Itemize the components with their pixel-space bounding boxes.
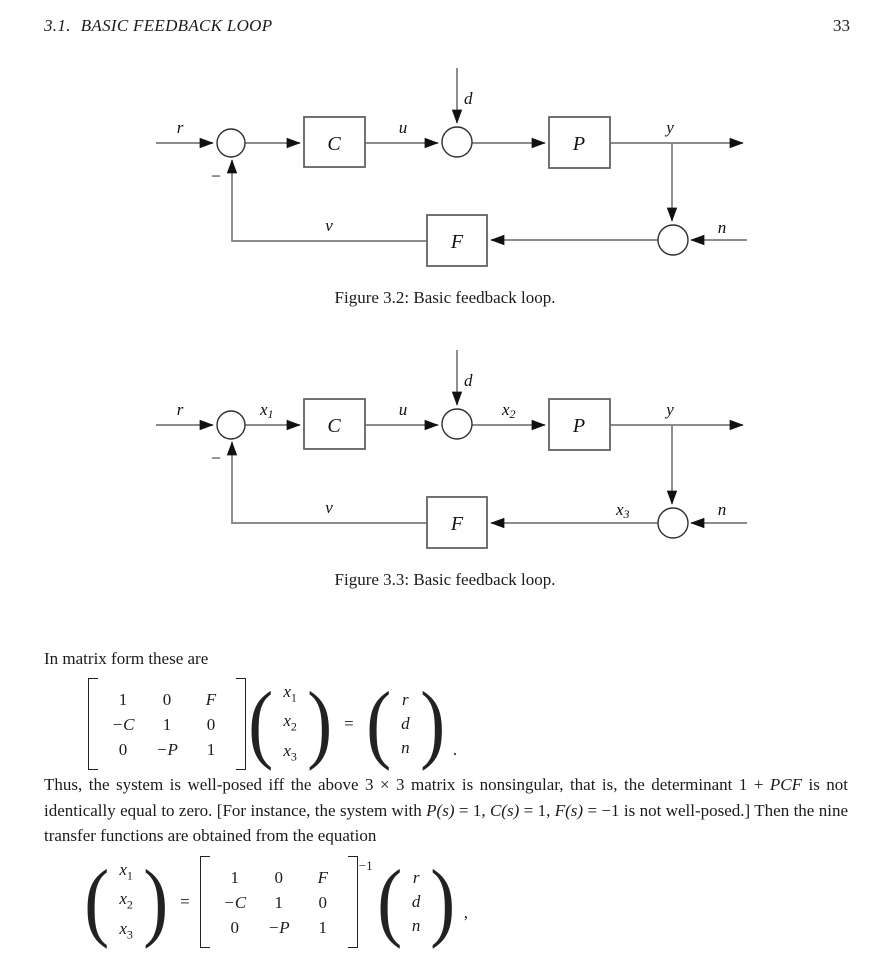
equation-punctuation: . (452, 740, 458, 760)
left-square-bracket (88, 678, 98, 770)
section-heading (44, 16, 272, 36)
right-paren: ) (430, 853, 456, 951)
signal-label-x3: x3 (616, 500, 630, 521)
vector-entry: $x_1$ (119, 860, 133, 883)
signal-label-r: r (176, 118, 184, 137)
signal-label-v: v (325, 216, 333, 235)
equation-punctuation: , (463, 903, 468, 923)
summing-junction-3 (658, 508, 688, 538)
matrix-cell: 0 (230, 917, 240, 937)
matrix-equation-1 (88, 675, 458, 773)
left-paren: ( (84, 853, 110, 951)
input-vector (393, 686, 418, 762)
signal-label-y: y (666, 400, 674, 419)
right-paren: ) (143, 853, 168, 951)
vector-entry: d (401, 714, 410, 734)
vector-entry: $x_3$ (283, 740, 297, 764)
matrix-cell: 1 (230, 867, 240, 887)
running-header (44, 16, 850, 36)
matrix-cell: 1 (274, 892, 284, 912)
minus-sign: − (210, 448, 222, 468)
state-vector (111, 856, 141, 948)
signal-label-u: u (398, 118, 408, 137)
block-label-P: P (572, 415, 586, 437)
figure-3-2-caption: Figure 3.2: Basic feedback loop. (334, 288, 556, 307)
vector-entry: n (411, 916, 421, 936)
paragraph-segment: Thus, the system is well-posed iff the above 3 × 3 matrix is nonsingular, that is, the determinant 1 + (44, 775, 770, 794)
block-label-C: C (327, 415, 341, 437)
page-number: 33 (833, 16, 850, 35)
matrix-cell: −P (156, 739, 178, 759)
figure-3-2-diagram (0, 60, 890, 285)
signal-label-d: d (464, 371, 473, 390)
minus-sign: − (210, 166, 222, 186)
vector-entry: r (402, 690, 409, 710)
vector-entry: $x_3$ (119, 918, 133, 942)
summing-junction-1 (217, 129, 245, 157)
vector-entry: $x_2$ (119, 889, 133, 912)
matrix-cell: 0 (318, 892, 328, 912)
block-label-F: F (450, 513, 464, 535)
block-label-C: C (327, 133, 341, 155)
matrix-equation-2 (82, 853, 468, 951)
paragraph-segment: F(s) (554, 800, 584, 820)
paragraph-segment: = 1, (519, 800, 555, 820)
signal-label-n: n (717, 218, 727, 237)
matrix-cell: −P (267, 917, 290, 937)
vector-entry: d (411, 892, 421, 912)
right-square-bracket (348, 856, 358, 948)
signal-label-u: u (398, 400, 408, 419)
system-matrix (98, 684, 236, 765)
matrix-cell: −C (111, 714, 135, 734)
left-square-bracket (200, 856, 210, 948)
input-vector (404, 864, 429, 940)
signal-label-r: r (176, 400, 184, 419)
state-vector (275, 678, 305, 770)
block-label-P: P (572, 133, 586, 155)
signal-label-x1: x1 (260, 400, 274, 421)
left-paren: ( (376, 853, 402, 951)
signal-label-n: n (717, 500, 727, 519)
summing-junction-3 (658, 225, 688, 255)
right-paren: ) (307, 675, 332, 773)
vector-entry: r (412, 868, 420, 888)
matrix-cell: 0 (118, 739, 128, 759)
paragraph-segment: is not identically equal to zero. [For instance, the system with (44, 775, 848, 820)
paragraph-segment: P(s) (426, 800, 455, 820)
paragraph-segment: = −1 is not well-posed.] Then the nine transfer functions are obtained from the equation (44, 800, 848, 845)
summing-junction-2 (442, 409, 472, 439)
matrix-cell: 1 (118, 689, 128, 709)
paragraph-segment: PCF (769, 775, 802, 794)
section-title: BASIC FEEDBACK LOOP (80, 16, 273, 35)
summing-junction-1 (217, 411, 245, 439)
equals-sign: = (344, 714, 354, 734)
signal-label-x2: x2 (502, 400, 516, 421)
section-number: 3.1. (44, 16, 71, 35)
vector-entry: n (401, 738, 410, 758)
left-paren: ( (248, 675, 274, 773)
signal-label-v: v (325, 498, 333, 517)
signal-label-d: d (464, 89, 473, 108)
inverse-exponent: −1 (358, 858, 373, 873)
signal-label-y: y (666, 118, 674, 137)
matrix-cell: −C (223, 892, 247, 912)
right-paren: ) (419, 675, 445, 773)
matrix-cell: 1 (162, 714, 172, 734)
equals-sign: = (180, 892, 190, 912)
vector-entry: $x_1$ (283, 682, 297, 705)
intro-sentence: In matrix form these are (44, 649, 209, 668)
matrix-cell: 0 (274, 867, 284, 887)
paragraph-segment: = 1, (454, 800, 490, 820)
body-paragraph (44, 772, 848, 849)
matrix-cell: F (317, 867, 328, 887)
figure-3-3-caption: Figure 3.3: Basic feedback loop. (334, 570, 556, 589)
matrix-cell: 1 (206, 739, 216, 759)
matrix-cell: 0 (206, 714, 216, 734)
right-square-bracket (236, 678, 246, 770)
vector-entry: $x_2$ (283, 711, 297, 734)
paragraph-segment: C(s) (489, 800, 520, 820)
system-matrix (210, 862, 348, 943)
matrix-cell: 1 (318, 917, 328, 937)
figure-3-3-diagram (0, 340, 890, 570)
block-label-F: F (450, 231, 464, 253)
matrix-cell: 0 (162, 689, 172, 709)
summing-junction-2 (442, 127, 472, 157)
matrix-cell: F (205, 689, 217, 709)
left-paren: ( (365, 675, 391, 773)
